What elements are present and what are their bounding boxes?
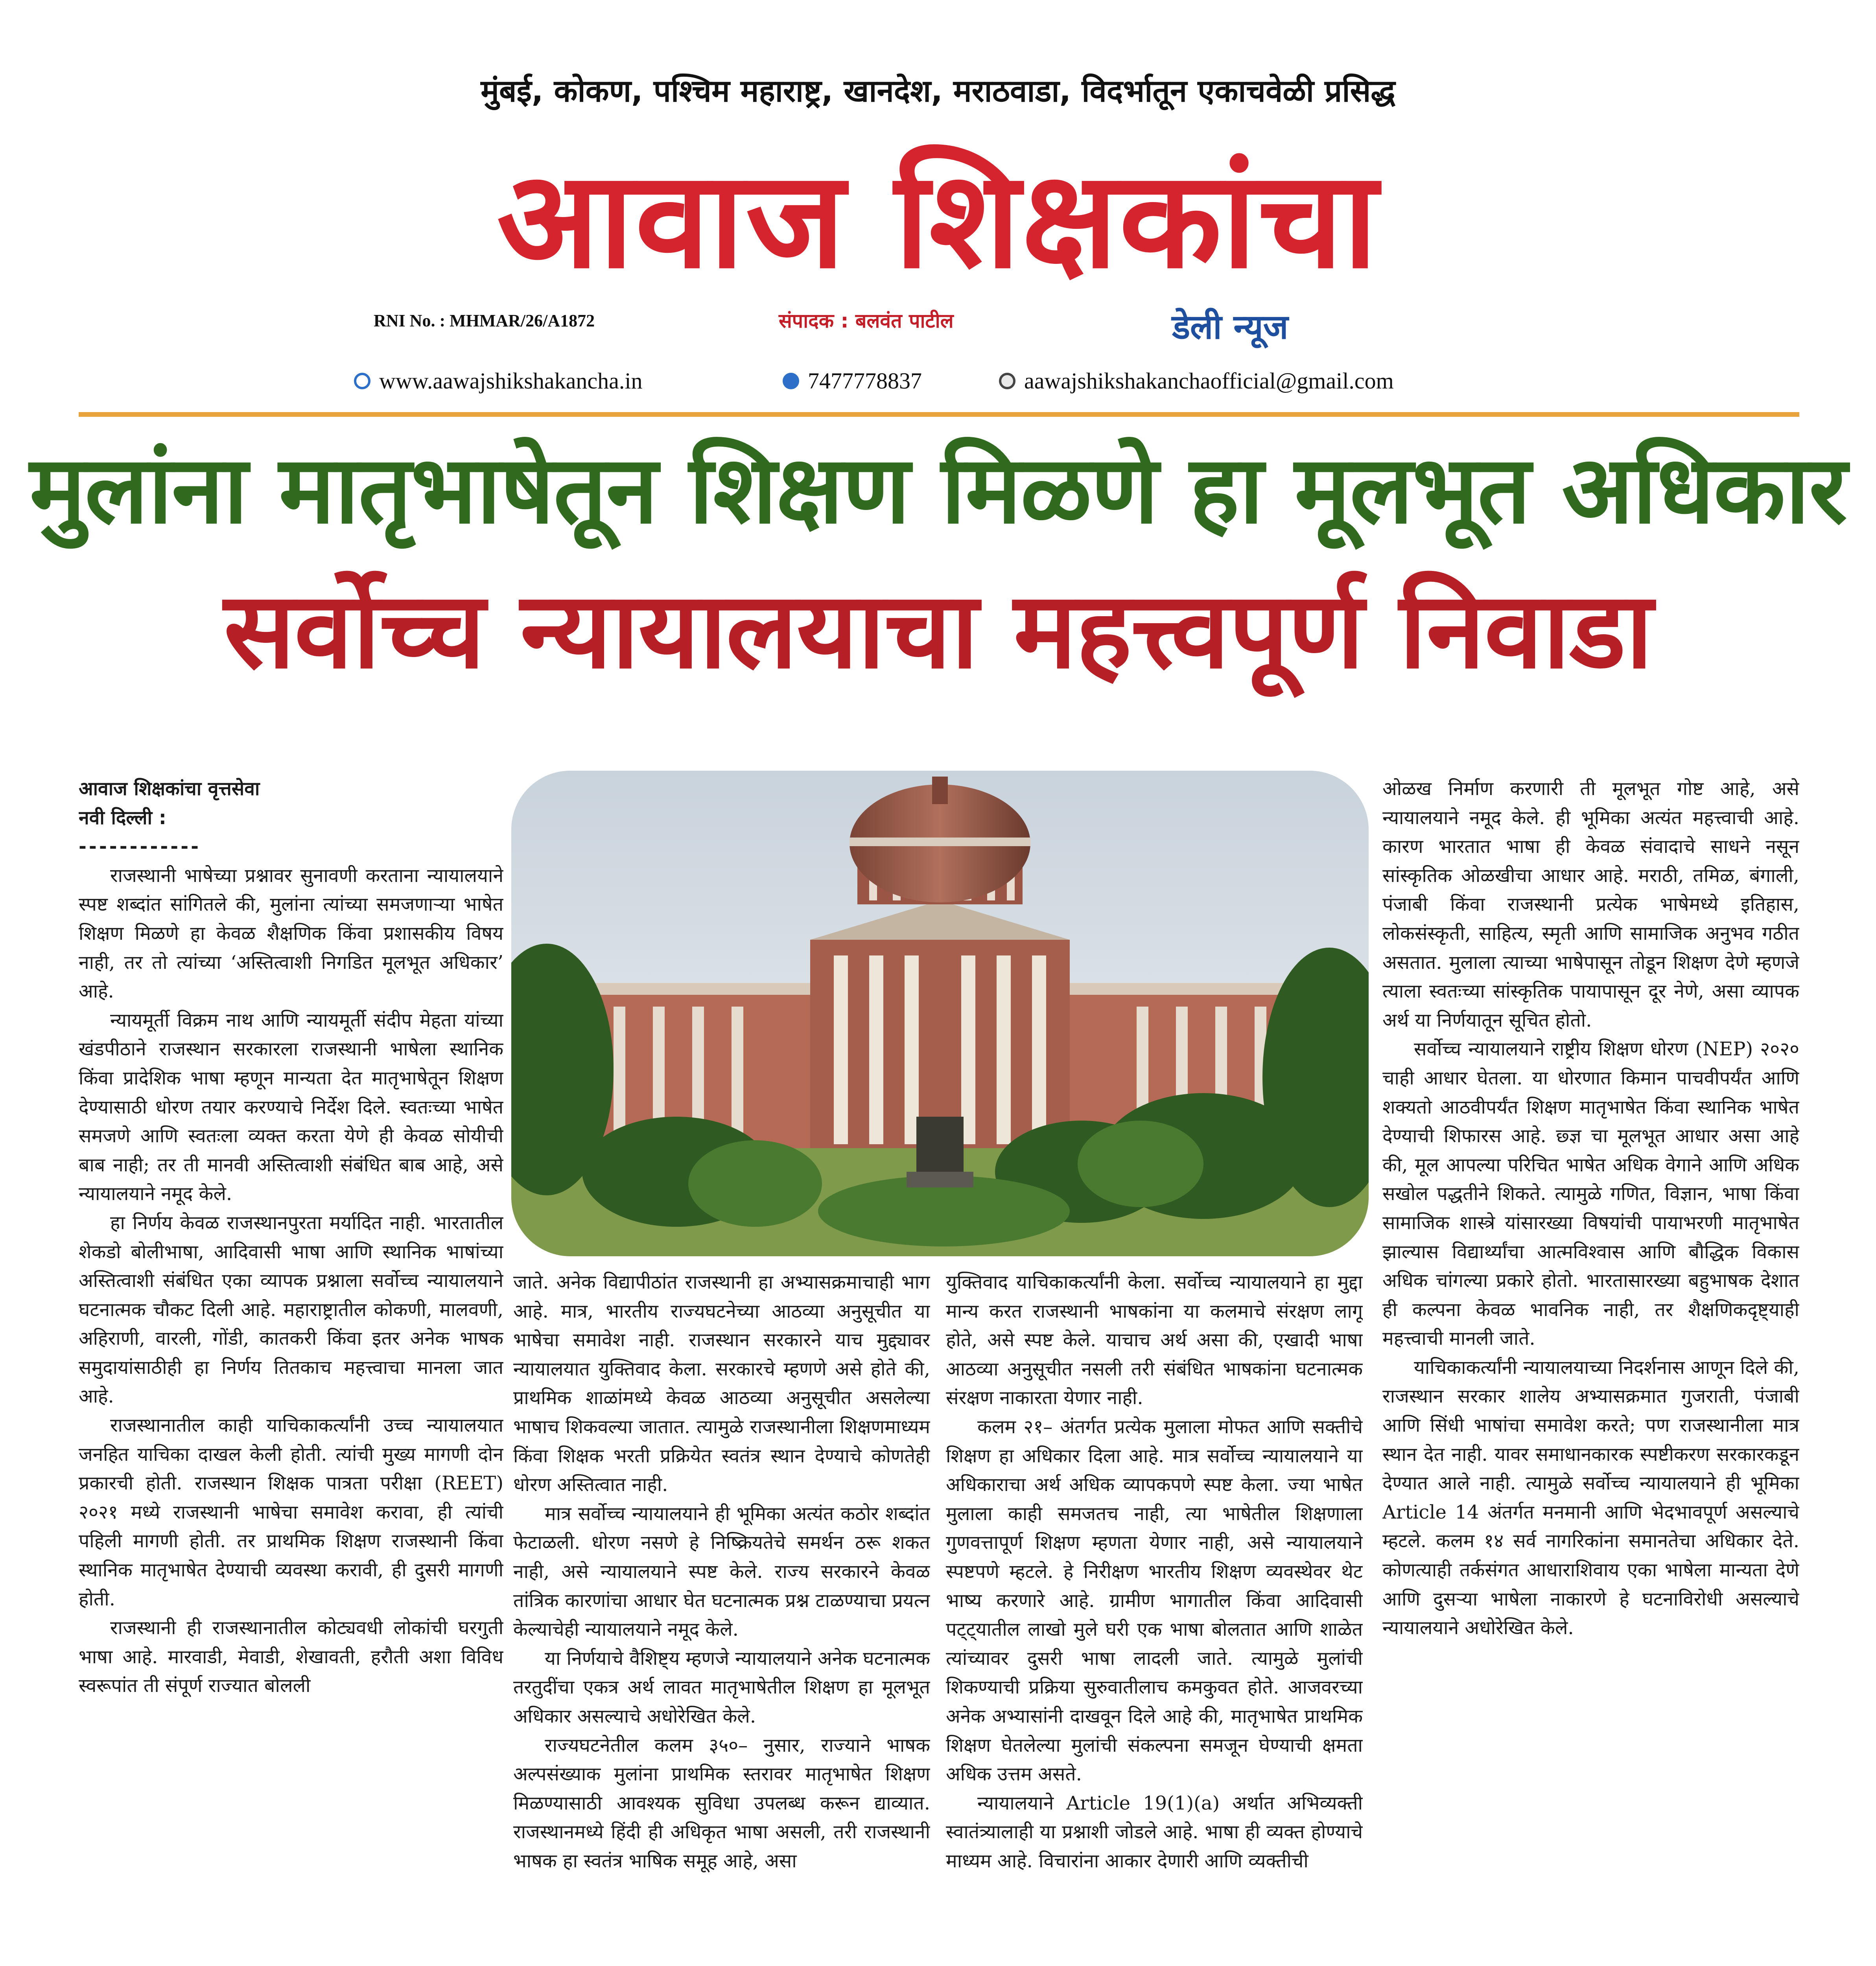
dateline: नवी दिल्ली : bbox=[79, 806, 166, 829]
paragraph: राजस्थानातील काही याचिकाकर्त्यांनी उच्च न्यायालयात जनहित याचिका दाखल केली होती. त्यांची मुख्य मागणी दोन प्रकारची होती. राजस्थान शिक्षक पात्रता परीक्षा (REET) २०२१ मध्ये राजस्थानी भाषेचा समावेश करावा, ही त्यांची पहिली मागणी होती. तर प्राथमिक शिक्षण राजस्थानी किंवा स्थानिक मातृभाषेत देण्याची व्यवस्था करावी, ही दुसरी मागणी होती. bbox=[79, 1414, 503, 1610]
rni-number: RNI No. : MHMAR/26/A1872 bbox=[374, 311, 595, 330]
masthead-tagline: मुंबई, कोकण, पश्चिम महाराष्ट्र, खानदेश, मराठवाडा, विदर्भातून एकाचवेळी प्रसिद्ध bbox=[481, 74, 1395, 109]
article-column-4 bbox=[1382, 775, 1799, 1966]
contact-phone[interactable] bbox=[783, 368, 922, 394]
daily-news-label: डेली न्यूज bbox=[1172, 307, 1288, 347]
newspaper-logo[interactable]: आवाज शिक्षकांचा bbox=[497, 142, 1379, 298]
paragraph: हा निर्णय केवळ राजस्थानपुरता मर्यादित नाही. भारतातील शेकडो बोलीभाषा, आदिवासी भाषा आणि स्थानिक भाषांच्या अस्तित्वाशी संबंधित एका व्यापक प्रश्नाला सर्वोच्च न्यायालयाने घटनात्मक चौकट दिली आहे. महाराष्ट्रातील कोकणी, मालवणी, अहिराणी, वारली, गोंडी, कातकरी किंवा इतर अनेक भाषक समुदायांसाठीही हा निर्णय तितकाच महत्त्वाचा मानला जात आहे. bbox=[79, 1211, 503, 1408]
contact-email[interactable] bbox=[999, 368, 1394, 394]
phone-number[interactable]: 7477778837 bbox=[808, 368, 922, 394]
editor-name: संपादक : बलवंत पाटील bbox=[779, 309, 954, 332]
paragraph: ओळख निर्माण करणारी ती मूलभूत गोष्ट आहे, असे न्यायालयाने नमूद केले. ही भूमिका अत्यंत महत्त्वाची आहे. कारण भारतात भाषा ही केवळ संवादाचे साधने नसून सांस्कृतिक ओळखीचा आधार आहे. मराठी, तमिळ, बंगाली, पंजाबी किंवा राजस्थानी प्रत्येक भाषेमध्ये इतिहास, लोकसंस्कृती, साहित्य, स्मृती आणि सामाजिक अनुभव गठीत असतात. मुलाला त्याच्या भाषेपासून तोडून शिक्षण देणे म्हणजे त्याला स्वतःच्या सांस्कृतिक पायापासून दूर नेणे, असा व्यापक अर्थ या निर्णयातून सूचित होतो. bbox=[1382, 778, 1799, 1031]
article-column-3 bbox=[946, 1268, 1363, 1966]
website-link[interactable]: www.aawajshikshakancha.in bbox=[379, 368, 643, 394]
news-service-byline: आवाज शिक्षकांचा वृत्तसेवा bbox=[79, 778, 260, 800]
paragraph: न्यायमूर्ती विक्रम नाथ आणि न्यायमूर्ती संदीप मेहता यांच्या खंडपीठाने राजस्थान सरकारला राजस्थानी भाषेला स्थानिक किंवा प्रादेशिक भाषा म्हणून मान्यता देत मातृभाषेतून शिक्षण देण्यासाठी धोरण तयार करण्याचे निर्देश दिले. स्वतःच्या भाषेत समजणे आणि स्वतःला व्यक्त करता येणे ही केवळ सोयीची बाब नाही; तर ती मानवी अस्तित्वाशी संबंधित बाब आहे, असे न्यायालयाने नमूद केले. bbox=[79, 1009, 503, 1205]
paragraph: राज्यघटनेतील कलम ३५०– नुसार, राज्याने भाषक अल्पसंख्याक मुलांना प्राथमिक स्तरावर मातृभाषेत शिक्षण मिळण्यासाठी आवश्यक सुविधा उपलब्ध करून द्याव्यात. राजस्थानमध्ये हिंदी ही अधिकृत भाषा असली, तरी राजस्थानी भाषक हा स्वतंत्र भाषिक समूह आहे, असा bbox=[513, 1734, 930, 1872]
article-column-2 bbox=[513, 1268, 930, 1966]
headline-primary: मुलांना मातृभाषेतून शिक्षण मिळणे हा मूलभूत अधिकार bbox=[29, 436, 1847, 545]
headline-secondary: सर्वोच्च न्यायालयाचा महत्त्वपूर्ण निवाडा bbox=[224, 569, 1652, 692]
contact-website[interactable] bbox=[354, 368, 642, 394]
paragraph: न्यायालयाने Article 19(1)(a) अर्थात अभिव्यक्ती स्वातंत्र्यालाही या प्रश्नाशी जोडले आहे. भाषा ही व्यक्त होण्याचे माध्यम आहे. विचारांना आकार देणारी आणि व्यक्तीची bbox=[946, 1792, 1363, 1872]
paragraph: कलम २१– अंतर्गत प्रत्येक मुलाला मोफत आणि सक्तीचे शिक्षण हा अधिकार दिला आहे. मात्र सर्वोच्च न्यायालयाने या अधिकाराचा अर्थ अधिक व्यापकपणे स्पष्ट केला. ज्या भाषेत मुलाला काही समजतच नाही, त्या भाषेतील शिक्षणाला गुणवत्तापूर्ण शिक्षण म्हणता येणार नाही, असे न्यायालयाने स्पष्टपणे म्हटले. हे निरीक्षण भारतीय शिक्षण व्यवस्थेवर थेट भाष्य करणारे आहे. ग्रामीण भागातील किंवा आदिवासी पट्ट्यातील लाखो मुले घरी एक भाषा बोलतात आणि शाळेत त्यांच्यावर दुसरी भाषा लादली जाते. त्यामुळे मुलांची शिकण्याची प्रक्रिया सुरुवातीलाच कमकुवत होते. आजवरच्या अनेक अभ्यासांनी दाखवून दिले आहे की, मातृभाषेत प्राथमिक शिक्षण घेतलेल्या मुलांची संकल्पना समजून घेण्याची क्षमता अधिक उत्तम असते. bbox=[946, 1416, 1363, 1786]
paragraph: राजस्थानी भाषेच्या प्रश्नावर सुनावणी करताना न्यायालयाने स्पष्ट शब्दांत सांगितले की, मुलांना त्यांच्या समजणाऱ्या भाषेत शिक्षण मिळणे हा केवळ शैक्षणिक किंवा प्रशासकीय विषय नाही, तर तो त्यांच्या ‘अस्तित्वाशी निगडित मूलभूत अधिकार’ आहे. bbox=[79, 864, 503, 1003]
article-column-1 bbox=[79, 775, 503, 1966]
paragraph: राजस्थानी ही राजस्थानातील कोट्यवधी लोकांची घरगुती भाषा आहे. मारवाडी, मेवाडी, शेखावती, हरौती अशा विविध स्वरूपांत ती संपूर्ण राज्यात बोलली bbox=[79, 1617, 503, 1697]
paragraph: मात्र सर्वोच्च न्यायालयाने ही भूमिका अत्यंत कठोर शब्दांत फेटाळली. धोरण नसणे हे निष्क्रियतेचे समर्थन ठरू शकत नाही, असे न्यायालयाने स्पष्ट केले. राज्य सरकारने केवळ तांत्रिक कारणांचा आधार घेत घटनात्मक प्रश्न टाळण्याचा प्रयत्न केल्याचेही न्यायालयाने नमूद केले. bbox=[513, 1502, 930, 1641]
paragraph: युक्तिवाद याचिकाकर्त्यांनी केला. सर्वोच्च न्यायालयाने हा मुद्दा मान्य करत राजस्थानी भाषकांना या कलमाचे संरक्षण लागू होते, असे स्पष्ट केले. याचाच अर्थ असा की, एखादी भाषा आठव्या अनुसूचीत नसली तरी संबंधित भाषकांना घटनात्मक संरक्षण नाकारता येणार नाही. bbox=[946, 1271, 1363, 1409]
dateline-divider: ------------ bbox=[79, 836, 201, 858]
paragraph: या निर्णयाचे वैशिष्ट्य म्हणजे न्यायालयाने अनेक घटनात्मक तरतुदींचा एकत्र अर्थ लावत मातृभाषेतील शिक्षण हा मूलभूत अधिकार असल्याचे अधोरेखित केले. bbox=[513, 1647, 930, 1727]
masthead-divider bbox=[79, 412, 1799, 417]
paragraph: याचिकाकर्त्यांनी न्यायालयाच्या निदर्शनास आणून दिले की, राजस्थान सरकार शालेय अभ्यासक्रमात गुजराती, पंजाबी आणि सिंधी भाषांचा समावेश करते; पण राजस्थानीला मात्र स्थान देत नाही. यावर समाधानकारक स्पष्टीकरण सरकारकडून देण्यात आले नाही. त्यामुळे सर्वोच्च न्यायालयाने ही भूमिका Article 14 अंतर्गत मनमानी आणि भेदभावपूर्ण असल्याचे म्हटले. कलम १४ सर्व नागरिकांना समानतेचा अधिकार देते. कोणत्याही तर्कसंगत आधाराशिवाय एका भाषेला मान्यता देणे आणि दुसऱ्या भाषेला नाकारणे हे घटनाविरोधी असल्याचे न्यायालयाने अधोरेखित केले. bbox=[1382, 1356, 1799, 1639]
globe-icon bbox=[354, 373, 370, 389]
email-icon bbox=[999, 373, 1015, 389]
email-address[interactable]: aawajshikshakanchaofficial@gmail.com bbox=[1024, 368, 1394, 394]
supreme-court-photo bbox=[511, 771, 1369, 1256]
paragraph: सर्वोच्च न्यायालयाने राष्ट्रीय शिक्षण धोरण (NEP) २०२० चाही आधार घेतला. या धोरणात किमान पाचवीपर्यंत आणि शक्यतो आठवीपर्यंत शिक्षण मातृभाषेत किंवा स्थानिक भाषेत देण्याची शिफारस आहे. छ्ज्ञ चा मूलभूत आधार असा आहे की, मूल आपल्या परिचित भाषेत अधिक वेगाने आणि अधिक सखोल पद्धतीने शिकते. त्यामुळे गणित, विज्ञान, भाषा किंवा सामाजिक शास्त्रे यांसारख्या विषयांची पायाभरणी मातृभाषेत झाल्यास विद्यार्थ्यांचा आत्मविश्वास आणि बौद्धिक विकास अधिक चांगल्या प्रकारे होतो. भारतासारख्या बहुभाषक देशात ही कल्पना केवळ भावनिक नाही, तर शैक्षणिकदृष्ट्याही महत्त्वाची मानली जाते. bbox=[1382, 1038, 1799, 1350]
paragraph: जाते. अनेक विद्यापीठांत राजस्थानी हा अभ्यासक्रमाचाही भाग आहे. मात्र, भारतीय राज्यघटनेच्या आठव्या अनुसूचीत या भाषेचा समावेश नाही. राजस्थान सरकारने याच मुद्द्यावर न्यायालयात युक्तिवाद केला. सरकारचे म्हणणे असे होते की, प्राथमिक शाळांमध्ये केवळ आठव्या अनुसूचीत असलेल्या भाषाच शिकवल्या जातात. त्यामुळे राजस्थानीला शिक्षणमाध्यम किंवा शिक्षक भरती प्रक्रियेत स्वतंत्र स्थान देण्याचे कोणतेही धोरण अस्तित्वात नाही. bbox=[513, 1271, 930, 1496]
phone-icon bbox=[783, 373, 799, 389]
